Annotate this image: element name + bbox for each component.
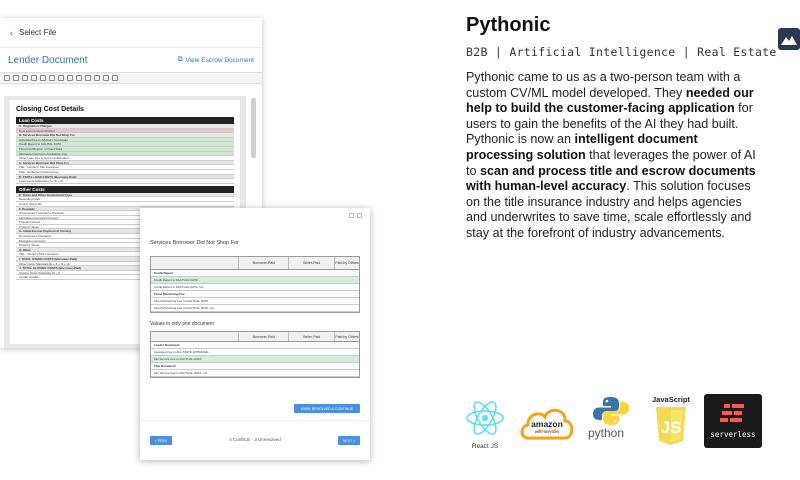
cost-row: Appraisal Fee to Advisory Appraisals <box>16 138 234 143</box>
select-file-label: Select File <box>19 28 57 37</box>
aws-logo <box>518 400 576 446</box>
section-subtitle: Services Borrower Did Not Shop For <box>150 240 239 246</box>
cost-row: Property Taxes <box>16 243 234 248</box>
table-header <box>151 257 359 270</box>
cost-row: G. Initial Escrow Payment at Closing <box>16 229 234 234</box>
search-icon[interactable] <box>49 75 55 81</box>
cost-row: Flood Certification to Flood Data <box>16 147 234 152</box>
highlight-icon[interactable] <box>58 75 64 81</box>
cost-row: Other Costs Subtotals (E + F + G + H) <box>16 262 234 267</box>
cost-row: Title - Settlement Closing Fee <box>16 170 234 175</box>
cost-row: Closing Costs Subtotals (D + I) <box>16 271 234 276</box>
minimize-icon[interactable] <box>349 213 354 218</box>
cost-row: Property Taxes <box>16 225 234 230</box>
seller-paid-header: Seller-Paid <box>288 332 334 341</box>
cost-row: % of Loan Amount (Points) <box>16 129 234 134</box>
comparison-table <box>150 256 360 313</box>
cost-row: D. TOTAL LOAN COSTS (Borrower-Paid) <box>16 175 234 180</box>
single-value-table <box>150 331 360 378</box>
react-icon <box>460 398 510 438</box>
table-row[interactable]: Tax Service Fee to FACTUAL DATA, Inc. <box>151 370 359 377</box>
table-row[interactable]: Appraisal Fee to ALL STATE APPRAISAL <box>151 349 359 356</box>
paid-by-others-header: Paid by Others <box>334 332 359 341</box>
conflicts-status: 4 Conflicts - 3 Unresolved <box>229 437 281 442</box>
closing-cost-title: Closing Cost Details <box>16 106 85 113</box>
rotate-icon[interactable] <box>94 75 100 81</box>
table-row[interactable]: Flood Monitoring Fee to FACTUAL DATA, Inc. <box>151 305 359 312</box>
paid-by-others-header: Paid by Others <box>334 257 359 269</box>
sidebar-toggle-icon[interactable] <box>4 75 10 81</box>
mark-resolved-continue-button[interactable]: MARK RESOLVED & CONTINUE <box>294 404 360 413</box>
pagination-footer <box>140 420 370 460</box>
description-highlight: scan and process title and escrow documents with human-level accuracy <box>466 163 756 194</box>
chevron-left-icon[interactable]: ‹ <box>10 27 13 38</box>
pdf-toolbar <box>0 72 262 84</box>
serverless-icon <box>704 398 762 430</box>
next-button[interactable]: NEXT > <box>338 436 360 445</box>
project-description <box>466 70 756 242</box>
prev-button[interactable]: < PREV <box>150 436 172 445</box>
other-costs-section: Other Costs <box>16 186 234 193</box>
aws-bottom-text: web services <box>534 429 560 434</box>
serverless-label: serverless <box>710 430 756 439</box>
cost-row: Prepaid Interest <box>16 220 234 225</box>
print-icon[interactable] <box>103 75 109 81</box>
javascript-label: JavaScript <box>652 395 690 404</box>
cost-row: County Deed Tax <box>16 202 234 207</box>
aws-top-text: amazon <box>531 419 563 429</box>
cost-row: E. Taxes and Other Government Fees <box>16 193 234 198</box>
pdf-scrollbar[interactable] <box>251 98 256 158</box>
cost-row: Homeowner's Insurance <box>16 234 234 239</box>
draw-icon[interactable] <box>67 75 73 81</box>
table-row: Credit Report <box>151 270 359 277</box>
project-title: Pythonic <box>466 14 551 36</box>
table-row: Title Document <box>151 363 359 370</box>
cost-row: I. TOTAL OTHER COSTS (Borrower-Paid) <box>16 257 234 262</box>
zoom-out-icon[interactable] <box>31 75 37 81</box>
conflict-resolution-window <box>140 208 370 460</box>
page-down-icon[interactable] <box>22 75 28 81</box>
react-label: React JS <box>471 443 499 450</box>
python-label: python <box>588 426 625 440</box>
external-link-icon: ⧉ <box>177 56 183 63</box>
brand-mountain-icon <box>778 28 800 50</box>
close-icon[interactable] <box>357 213 362 218</box>
lender-document-title: Lender Document <box>8 54 88 66</box>
cost-row: Loan Costs Subtotals (A + B + C) <box>16 179 234 184</box>
description-highlight: intelligent document processing solution <box>466 132 698 162</box>
cost-row: Recording Fees <box>16 197 234 202</box>
cost-row: Title - Lender's Title Insurance <box>16 165 234 170</box>
table-row: Lender Document <box>151 342 359 349</box>
cost-row: Other Loan Fee to Ayers Underwriters <box>16 156 234 161</box>
cost-row: Mortgage Insurance Premium <box>16 216 234 221</box>
javascript-logo <box>646 395 696 447</box>
cost-row: H. Other <box>16 248 234 253</box>
view-escrow-label: View Escrow Document <box>185 56 254 64</box>
select-file-header[interactable] <box>0 18 262 48</box>
table-row: Flood Monitoring Fee <box>151 291 359 298</box>
project-tags: B2B | Artificial Intelligence | Real Estate <box>466 45 777 59</box>
download-icon[interactable] <box>112 75 118 81</box>
description-highlight: needed our help to build the customer-facing application <box>466 85 754 116</box>
cost-row: Mortgage Insurance <box>16 239 234 244</box>
fit-page-icon[interactable] <box>85 75 91 81</box>
table-row[interactable]: Credit Report to FACTUAL DATA, Inc. <box>151 284 359 291</box>
cost-row: B. Services Borrower Did Not Shop For <box>16 133 234 138</box>
serverless-logo <box>704 394 762 448</box>
loan-costs-section: Loan Costs <box>16 117 234 124</box>
cost-row: Lender Credits <box>16 275 234 280</box>
cost-row: A. Origination Charges <box>16 124 234 129</box>
cost-row: Mortgage Insurance Application Fee <box>16 152 234 157</box>
window-controls <box>140 208 370 222</box>
react-logo <box>460 398 510 450</box>
cost-row: Homeowner's Insurance Premium <box>16 211 234 216</box>
python-logo <box>588 396 634 446</box>
comment-icon[interactable] <box>76 75 82 81</box>
zoom-in-icon[interactable] <box>40 75 46 81</box>
js-icon-text: JS <box>660 418 682 437</box>
table-row[interactable]: Tax Service Fee to FACTUAL DATA <box>151 356 359 363</box>
borrower-paid-header: Borrower-Paid <box>238 332 288 341</box>
table-row[interactable]: Flood Monitoring Fee to FACTUAL DATA <box>151 298 359 305</box>
document-header <box>0 48 262 72</box>
cost-row: J. TOTAL CLOSING COSTS (Borrower-Paid) <box>16 266 234 271</box>
description-text: that leverages the power of AI to <box>466 147 756 178</box>
cost-row: F. Prepaids <box>16 207 234 212</box>
page-up-icon[interactable] <box>13 75 19 81</box>
table-header <box>151 332 359 342</box>
javascript-shield-icon <box>646 405 696 447</box>
aws-cloud-icon <box>518 400 576 446</box>
values-only-one-title: Values in only one document <box>150 321 214 327</box>
view-escrow-document-link[interactable] <box>178 56 254 64</box>
cost-row: C. Services Borrower Did Shop For <box>16 161 234 166</box>
cost-row: Credit Report to CALITAL DATA <box>16 142 234 147</box>
description-text: . This solution focuses on the title insurance industry and helps agencies and underwrites to save time, scale effortlessly and stay at the forefront of industry advancements. <box>466 179 752 240</box>
description-text: for users to gain the benefits of the AI they had built. Pythonic is now an <box>466 101 753 147</box>
borrower-paid-header: Borrower-Paid <box>238 257 288 269</box>
description-text: Pythonic came to us as a two-person team with a custom CV/ML model developed. They <box>466 70 741 100</box>
table-row[interactable]: Credit Report to FACTUAL DATA <box>151 277 359 284</box>
python-icon <box>588 396 634 426</box>
seller-paid-header: Seller-Paid <box>288 257 334 269</box>
cost-row: Title - Owner's Title Insurance <box>16 252 234 257</box>
